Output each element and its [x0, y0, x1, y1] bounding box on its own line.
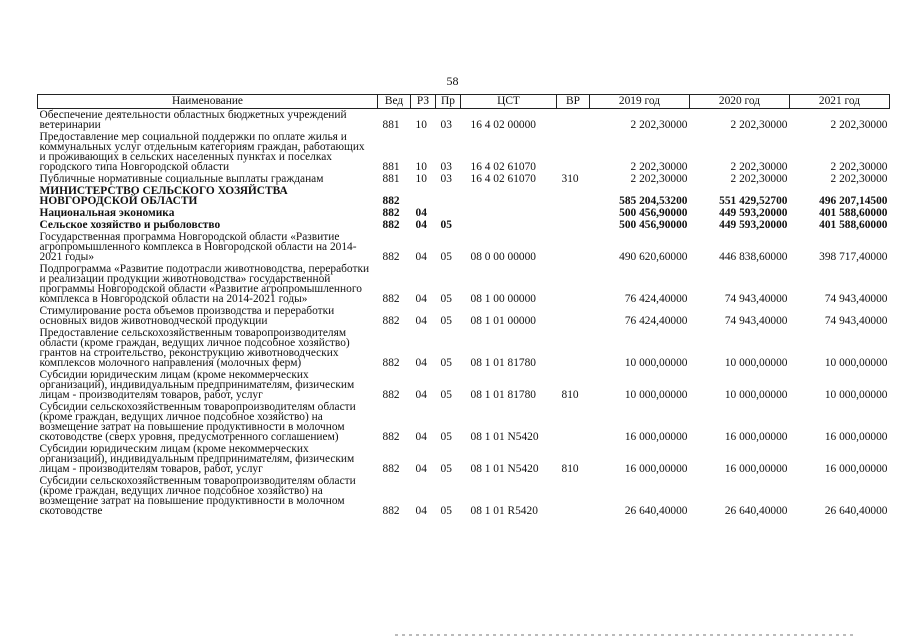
- row-rz: 04: [415, 315, 427, 327]
- row-vr: [557, 207, 590, 219]
- row-2020: 2 202,30000: [730, 119, 788, 131]
- table-row: [38, 173, 890, 185]
- header-vr: ВР: [557, 95, 590, 109]
- row-2019: 585 204,53200: [619, 195, 688, 207]
- row-2019: 76 424,40000: [624, 315, 688, 327]
- table-row: [38, 327, 890, 369]
- row-2020: 10 000,00000: [724, 357, 788, 369]
- row-rz: 04: [415, 357, 427, 369]
- row-cst: 08 1 01 R5420: [470, 505, 538, 517]
- row-pr: 05: [440, 463, 452, 475]
- row-rz: 10: [415, 119, 427, 131]
- row-name: Стимулирование роста объемов производства и переработки основных видов животноводческой продукции: [39, 305, 335, 327]
- row-2021: 10 000,00000: [824, 389, 888, 401]
- row-2021: 10 000,00000: [824, 357, 888, 369]
- row-2020: 551 429,52700: [719, 195, 788, 207]
- row-2020: 2 202,30000: [730, 173, 788, 185]
- row-cst: 08 1 01 81780: [470, 389, 536, 401]
- row-ved: 882: [382, 293, 400, 305]
- row-rz: 04: [415, 463, 427, 475]
- row-name: Подпрограмма «Развитие подотрасли животноводства, переработки и реализации продукции животноводства» государственной программы Новгородской области «Развитие агропромышленного комплекса в Новгородской области на 2014-2021 годы»: [39, 263, 370, 305]
- scan-artifact: [395, 634, 855, 636]
- row-rz: 04: [415, 431, 427, 443]
- row-2019: 500 456,90000: [619, 207, 688, 219]
- row-2021: 16 000,00000: [824, 431, 888, 443]
- row-2020: 446 838,60000: [719, 251, 788, 263]
- row-name: Публичные нормативные социальные выплаты гражданам: [39, 173, 324, 185]
- row-2020: 74 943,40000: [724, 315, 788, 327]
- row-pr: 05: [440, 315, 452, 327]
- row-name: Субсидии сельскохозяйственным товаропроизводителям области (кроме граждан, ведущих личное подсобное хозяйство) на возмещение затрат на повышение продуктивности в молочном скотоводстве (сверх уровня, предусмотренного соглашением): [39, 401, 356, 443]
- row-ved: 881: [382, 119, 400, 131]
- header-rz: РЗ: [411, 95, 436, 109]
- row-pr: 03: [440, 119, 452, 131]
- page-number: 58: [446, 74, 459, 88]
- row-vr: [557, 219, 590, 231]
- table-row: [38, 263, 890, 305]
- row-ved: 882: [382, 505, 400, 517]
- table-body: [38, 109, 890, 518]
- row-vr: [557, 263, 590, 305]
- row-rz: 10: [415, 161, 427, 173]
- row-2021: 16 000,00000: [824, 463, 888, 475]
- table-row: [38, 185, 890, 207]
- row-2021: 401 588,60000: [819, 207, 888, 219]
- row-2020: 10 000,00000: [724, 389, 788, 401]
- header-pr: Пр: [436, 95, 461, 109]
- row-vr: 810: [561, 389, 579, 401]
- row-name: Субсидии юридическим лицам (кроме некоммерческих организаций), индивидуальным предпринимателям, физическим лицам - производителям товаров, работ, услуг: [39, 369, 355, 401]
- header-2021: 2021 год: [790, 95, 890, 109]
- row-name: МИНИСТЕРСТВО СЕЛЬСКОГО ХОЗЯЙСТВА НОВГОРОДСКОЙ ОБЛАСТИ: [39, 185, 288, 207]
- row-pr: 05: [440, 505, 452, 517]
- row-pr: [436, 207, 461, 219]
- row-ved: 882: [382, 195, 400, 207]
- row-2021: 496 207,14500: [819, 195, 888, 207]
- row-vr: [557, 475, 590, 517]
- row-2021: 74 943,40000: [824, 315, 888, 327]
- row-2021: 398 717,40000: [819, 251, 888, 263]
- row-rz: 04: [415, 505, 427, 517]
- row-2019: 10 000,00000: [624, 357, 688, 369]
- row-2021: 74 943,40000: [824, 293, 888, 305]
- table-row: [38, 475, 890, 517]
- row-2020: 2 202,30000: [730, 161, 788, 173]
- row-rz: 04: [415, 219, 427, 231]
- row-2020: 16 000,00000: [724, 463, 788, 475]
- row-name: Сельское хозяйство и рыболовство: [39, 219, 221, 231]
- row-name: Субсидии сельскохозяйственным товаропроизводителям области (кроме граждан, ведущих личное подсобное хозяйство) на возмещение затрат на повышение продуктивности в молочном скотоводстве: [39, 475, 356, 517]
- row-2021: 2 202,30000: [830, 173, 888, 185]
- table-row: [38, 231, 890, 263]
- row-name: Национальная экономика: [39, 207, 175, 219]
- row-rz: 04: [415, 389, 427, 401]
- table-header: [38, 95, 890, 109]
- row-pr: 05: [440, 431, 452, 443]
- row-rz: 10: [415, 173, 427, 185]
- header-2020: 2020 год: [690, 95, 790, 109]
- row-ved: 882: [382, 207, 400, 219]
- row-ved: 882: [382, 251, 400, 263]
- row-pr: 05: [440, 389, 452, 401]
- row-cst: 08 1 01 N5420: [470, 463, 539, 475]
- row-2020: 16 000,00000: [724, 431, 788, 443]
- row-vr: [557, 305, 590, 327]
- table-row: [38, 369, 890, 401]
- row-2020: 74 943,40000: [724, 293, 788, 305]
- row-name: Предоставление мер социальной поддержки по оплате жилья и коммунальных услуг отдельным категориям граждан, работающих и проживающих в сельских населенных пунктах и поселках городского типа Новгородской области: [39, 131, 365, 173]
- row-cst: 08 0 00 00000: [470, 251, 536, 263]
- row-ved: 882: [382, 431, 400, 443]
- row-2020: 449 593,20000: [719, 219, 788, 231]
- table-row: [38, 131, 890, 173]
- row-ved: 882: [382, 357, 400, 369]
- row-2019: 500 456,90000: [619, 219, 688, 231]
- row-rz: 04: [415, 293, 427, 305]
- row-2019: 2 202,30000: [630, 173, 688, 185]
- row-pr: [436, 185, 461, 207]
- row-vr: 310: [561, 173, 579, 185]
- table-row: [38, 109, 890, 132]
- row-pr: 05: [440, 357, 452, 369]
- row-2019: 16 000,00000: [624, 463, 688, 475]
- table-row: [38, 401, 890, 443]
- row-2021: 401 588,60000: [819, 219, 888, 231]
- row-ved: 881: [382, 173, 400, 185]
- header-name: Наименование: [38, 95, 378, 109]
- row-2019: 2 202,30000: [630, 119, 688, 131]
- row-ved: 882: [382, 463, 400, 475]
- budget-table: [37, 94, 890, 517]
- row-ved: 882: [382, 315, 400, 327]
- row-cst: [461, 219, 557, 231]
- row-cst: [461, 207, 557, 219]
- row-pr: 05: [440, 219, 452, 231]
- row-rz: 04: [415, 207, 427, 219]
- row-2020: 449 593,20000: [719, 207, 788, 219]
- row-pr: 05: [440, 293, 452, 305]
- table-row: [38, 443, 890, 475]
- row-vr: [557, 109, 590, 132]
- table-row: [38, 219, 890, 231]
- row-cst: 08 1 01 00000: [470, 315, 536, 327]
- row-2021: 2 202,30000: [830, 161, 888, 173]
- row-2019: 490 620,60000: [619, 251, 688, 263]
- table-row: [38, 207, 890, 219]
- row-cst: 16 4 02 61070: [470, 173, 536, 185]
- row-name: Предоставление сельскохозяйственным товаропроизводителям области (кроме граждан, ведущих личное подсобное хозяйство) грантов на строительство, реконструкцию животноводческих комплексов молочного направления (молочных ферм): [39, 327, 350, 369]
- row-vr: 810: [561, 463, 579, 475]
- row-ved: 882: [382, 389, 400, 401]
- row-2020: 26 640,40000: [724, 505, 788, 517]
- row-cst: 16 4 02 61070: [470, 161, 536, 173]
- header-cst: ЦСТ: [461, 95, 557, 109]
- row-vr: [557, 401, 590, 443]
- row-name: Субсидии юридическим лицам (кроме некоммерческих организаций), индивидуальным предпринимателям, физическим лицам - производителям товаров, работ, услуг: [39, 443, 355, 475]
- row-2021: 2 202,30000: [830, 119, 888, 131]
- row-cst: 08 1 00 00000: [470, 293, 536, 305]
- row-cst: 08 1 01 81780: [470, 357, 536, 369]
- row-pr: 05: [440, 251, 452, 263]
- row-vr: [557, 231, 590, 263]
- row-vr: [557, 131, 590, 173]
- header-ved: Вед: [378, 95, 411, 109]
- header-2019: 2019 год: [590, 95, 690, 109]
- row-pr: 03: [440, 173, 452, 185]
- row-2019: 26 640,40000: [624, 505, 688, 517]
- row-cst: 08 1 01 N5420: [470, 431, 539, 443]
- row-name: Обеспечение деятельности областных бюджетных учреждений ветеринарии: [39, 109, 347, 131]
- row-ved: 881: [382, 161, 400, 173]
- row-name: Государственная программа Новгородской области «Развитие агропромышленного комплекса в Новгородской области на 2014-2021 годы»: [39, 231, 357, 263]
- row-vr: [557, 327, 590, 369]
- row-2019: 16 000,00000: [624, 431, 688, 443]
- table-row: [38, 305, 890, 327]
- row-rz: [411, 185, 436, 207]
- row-2019: 2 202,30000: [630, 161, 688, 173]
- row-cst: 16 4 02 00000: [470, 119, 536, 131]
- row-cst: [461, 185, 557, 207]
- row-vr: [557, 185, 590, 207]
- row-2021: 26 640,40000: [824, 505, 888, 517]
- row-rz: 04: [415, 251, 427, 263]
- row-ved: 882: [382, 219, 400, 231]
- row-2019: 76 424,40000: [624, 293, 688, 305]
- row-2019: 10 000,00000: [624, 389, 688, 401]
- row-pr: 03: [440, 161, 452, 173]
